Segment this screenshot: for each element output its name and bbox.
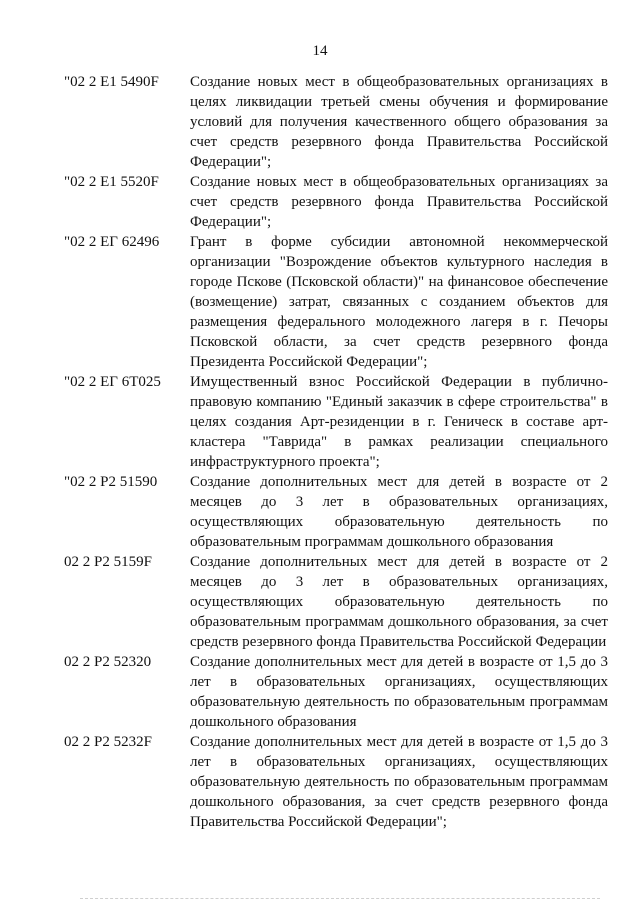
- budget-code-description: Грант в форме субсидии автономной некоммерческой организации "Возрождение объектов культурного наследия в городе Пскове (Псковской области)" на финансовое обеспечение (возмещение) затрат, связанных с созданием объектов для размещения федерального молодежного лагеря в г. Печоры Псковской области, за счет средств резервного фонда Президента Российской Федерации";: [190, 234, 608, 370]
- budget-code: "02 2 E1 5520F: [64, 174, 159, 190]
- budget-code-entry: [0, 72, 640, 172]
- budget-code-entry: [0, 232, 640, 372]
- budget-code-description: Создание новых мест в общеобразовательных организациях в целях ликвидации третьей смены обучения и формирование условий для получения качественного общего образования за счет средств резервного фонда Правительства Российской Федерации";: [190, 74, 608, 170]
- budget-code: 02 2 Р2 5159F: [64, 554, 152, 570]
- budget-code-description: Имущественный взнос Российской Федерации в публично-правовую компанию "Единый заказчик в сфере строительства" в целях создания Арт-резиденции в г. Геническ в составе арт-кластера "Таврида" в рамках реализации специального инфраструктурного проекта";: [190, 374, 608, 470]
- budget-code-description: Создание дополнительных мест для детей в возрасте от 2 месяцев до 3 лет в образовательных организациях, осуществляющих образовательную деятельность по образовательным программам дошкольного образования: [190, 474, 608, 550]
- budget-code-list: [0, 72, 640, 832]
- budget-code-entry: [0, 172, 640, 232]
- budget-code-entry: [0, 472, 640, 552]
- budget-code-description: Создание новых мест в общеобразовательных организациях за счет средств резервного фонда Правительства Российской Федерации";: [190, 174, 608, 230]
- page-number: 14: [312, 43, 328, 59]
- budget-code: "02 2 Р2 51590: [64, 474, 158, 490]
- budget-code: "02 2 E1 5490F: [64, 74, 159, 90]
- budget-code: "02 2 ЕГ 62496: [64, 234, 160, 250]
- budget-code-description: Создание дополнительных мест для детей в возрасте от 1,5 до 3 лет в образовательных организациях, осуществляющих образовательную деятельность по образовательным программам дошкольного образования: [190, 654, 608, 730]
- budget-code-description: Создание дополнительных мест для детей в возрасте от 1,5 до 3 лет в образовательных организациях, осуществляющих образовательную деятельность по образовательным программам дошкольного образования, за счет средств резервного фонда Правительства Российской Федерации";: [190, 734, 608, 830]
- budget-code: "02 2 ЕГ 6Т025: [64, 374, 161, 390]
- budget-code: 02 2 Р2 52320: [64, 654, 152, 670]
- budget-code-entry: [0, 552, 640, 652]
- budget-code-entry: [0, 652, 640, 732]
- budget-code: 02 2 Р2 5232F: [64, 734, 152, 750]
- bottom-divider: [80, 898, 600, 899]
- budget-code-description: Создание дополнительных мест для детей в возрасте от 2 месяцев до 3 лет в образовательных организациях, осуществляющих образовательную деятельность по образовательным программам дошкольного образования, за счет средств резервного фонда Правительства Российской Федерации: [190, 554, 608, 650]
- budget-code-entry: [0, 372, 640, 472]
- budget-code-entry: [0, 732, 640, 832]
